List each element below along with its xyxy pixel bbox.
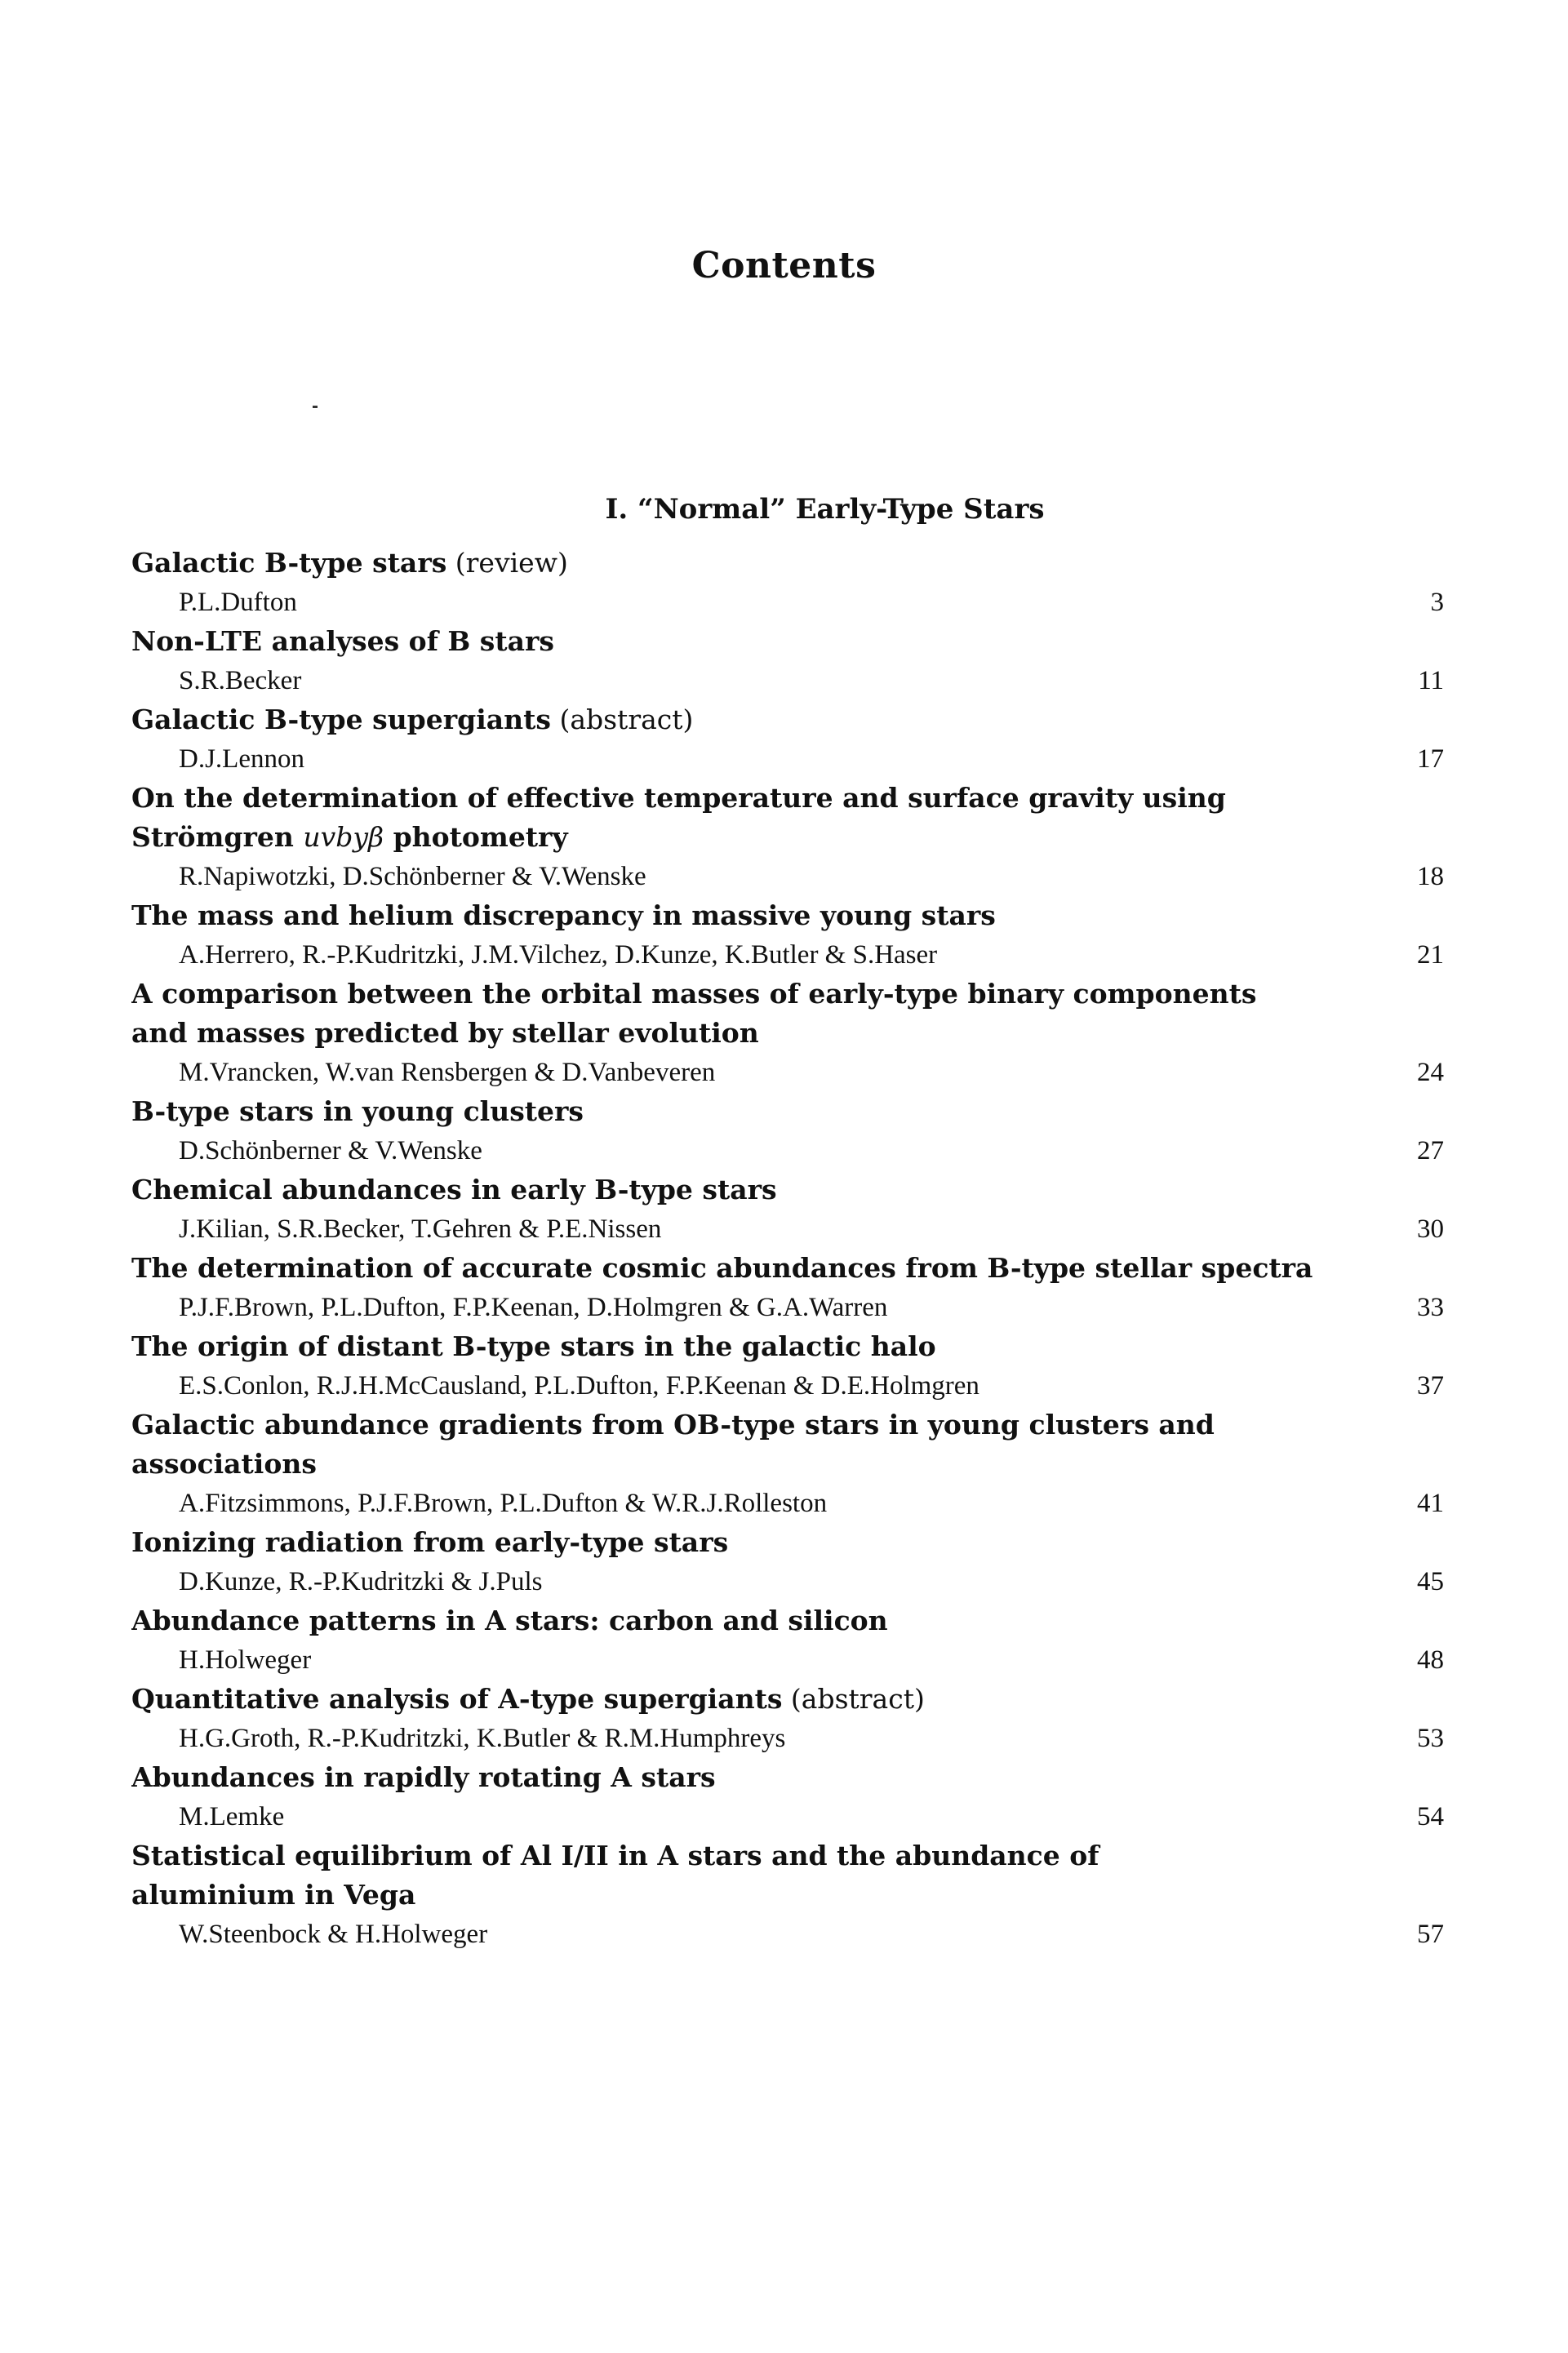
entry-page-number: 37 [1417,1371,1444,1401]
toc-entry [131,1170,1444,1249]
entry-page-number: 18 [1417,862,1444,891]
entry-authors-row [131,1562,1444,1601]
entry-authors-row [131,1719,1444,1758]
toc-entry [131,1836,1444,1954]
entry-authors-row [131,935,1444,974]
entry-authors: A.Herrero, R.-P.Kudritzki, J.M.Vilchez, D.Kunze, K.Butler & S.Haser [179,940,938,970]
entry-title: Statistical equilibrium of Al I/II in A stars and the abundance of [131,1840,1099,1871]
entry-authors-row [131,583,1444,622]
entry-authors: S.R.Becker [179,666,302,695]
entry-authors-row [131,1915,1444,1954]
entry-title: Galactic B-type supergiants (abstract) [131,704,694,735]
entry-title: Abundances in rapidly rotating A stars [131,1761,716,1793]
entry-title: A comparison between the orbital masses of early-type binary components [131,978,1257,1010]
toc-entry [131,896,1444,974]
toc-entry [131,779,1444,896]
table-of-contents [131,544,1444,1954]
entry-authors-row [131,1053,1444,1092]
entry-page-number: 17 [1417,744,1444,774]
toc-entry [131,1249,1444,1327]
entry-authors-row [131,661,1444,700]
entry-title: Chemical abundances in early B-type stars [131,1174,777,1205]
entry-title: Abundance patterns in A stars: carbon and silicon [131,1605,888,1636]
entry-page-number: 27 [1417,1136,1444,1165]
stray-mark [313,406,318,408]
entry-note: (review) [446,547,568,579]
entry-authors-row [131,1131,1444,1170]
entry-title: Non-LTE analyses of B stars [131,625,554,657]
entry-authors-row [131,1640,1444,1680]
entry-title: On the determination of effective temperature and surface gravity using [131,782,1226,814]
toc-entry [131,1405,1444,1523]
entry-page-number: 53 [1417,1724,1444,1753]
entry-page-number: 30 [1417,1214,1444,1244]
toc-entry [131,622,1444,700]
toc-entry [131,974,1444,1092]
toc-entry [131,1680,1444,1758]
entry-authors: A.Fitzsimmons, P.J.F.Brown, P.L.Dufton & W.R.J.Rolleston [179,1489,828,1518]
entry-title: Ionizing radiation from early-type stars [131,1526,729,1558]
entry-page-number: 21 [1417,940,1444,970]
entry-authors: R.Napiwotzki, D.Schönberner & V.Wenske [179,862,646,891]
entry-authors: M.Vrancken, W.van Rensbergen & D.Vanbeveren [179,1058,716,1087]
entry-authors: P.J.F.Brown, P.L.Dufton, F.P.Keenan, D.Holmgren & G.A.Warren [179,1293,888,1322]
toc-entry [131,700,1444,779]
entry-authors: E.S.Conlon, R.J.H.McCausland, P.L.Dufton, F.P.Keenan & D.E.Holmgren [179,1371,979,1401]
entry-authors-row [131,1366,1444,1405]
toc-entry [131,1601,1444,1680]
entry-authors-row [131,1797,1444,1836]
entry-note: (abstract) [550,704,694,735]
entry-page-number: 3 [1430,588,1444,617]
section-heading: I. “Normal” Early-Type Stars [605,493,1045,526]
entry-authors-row [131,1484,1444,1523]
entry-authors: P.L.Dufton [179,588,297,617]
entry-title: The origin of distant B-type stars in the galactic halo [131,1330,936,1362]
entry-authors-row [131,1210,1444,1249]
entry-title: The mass and helium discrepancy in massive young stars [131,899,996,931]
entry-page-number: 45 [1417,1567,1444,1596]
entry-title-continued: and masses predicted by stellar evolution [131,1017,759,1049]
entry-page-number: 41 [1417,1489,1444,1518]
toc-entry [131,1523,1444,1601]
entry-title-continued: associations [131,1448,317,1480]
entry-authors-row [131,1288,1444,1327]
page-title: Contents [691,245,877,286]
entry-authors: D.Kunze, R.-P.Kudritzki & J.Puls [179,1567,543,1596]
entry-authors-row [131,739,1444,779]
entry-title: Galactic abundance gradients from OB-type stars in young clusters and [131,1409,1215,1441]
entry-title-italic: uvbyβ [303,821,384,853]
entry-page-number: 54 [1417,1802,1444,1831]
entry-page-number: 48 [1417,1645,1444,1675]
entry-authors: D.J.Lennon [179,744,304,774]
entry-authors: W.Steenbock & H.Holweger [179,1920,488,1949]
entry-title-continued: Strömgren uvbyβ photometry [131,821,568,853]
entry-page-number: 57 [1417,1920,1444,1949]
entry-page-number: 33 [1417,1293,1444,1322]
entry-page-number: 24 [1417,1058,1444,1087]
entry-page-number: 11 [1418,666,1444,695]
toc-entry [131,1327,1444,1405]
toc-entry [131,544,1444,622]
entry-authors: J.Kilian, S.R.Becker, T.Gehren & P.E.Nissen [179,1214,662,1244]
toc-entry [131,1758,1444,1836]
entry-note: (abstract) [782,1683,925,1715]
entry-authors: H.G.Groth, R.-P.Kudritzki, K.Butler & R.M.Humphreys [179,1724,786,1753]
toc-entry [131,1092,1444,1170]
entry-title: B-type stars in young clusters [131,1095,584,1127]
entry-title-continued: aluminium in Vega [131,1879,416,1911]
entry-title: The determination of accurate cosmic abundances from B-type stellar spectra [131,1252,1313,1284]
entry-authors: H.Holweger [179,1645,312,1675]
entry-title: Galactic B-type stars (review) [131,547,568,579]
entry-title: Quantitative analysis of A-type supergiants (abstract) [131,1683,925,1715]
entry-authors-row [131,857,1444,896]
entry-authors: D.Schönberner & V.Wenske [179,1136,482,1165]
entry-authors: M.Lemke [179,1802,285,1831]
